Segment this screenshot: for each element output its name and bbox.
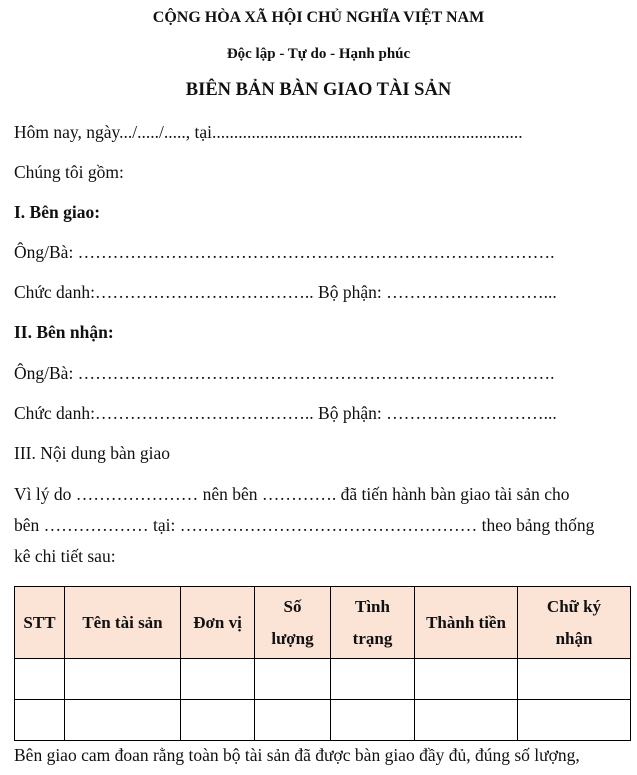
giver-heading: I. Bên giao:: [14, 202, 101, 222]
table-header-row: [15, 587, 631, 659]
content-paragraph-line-3: kê chi tiết sau:: [14, 546, 116, 566]
table-cell[interactable]: [415, 659, 518, 700]
table-cell[interactable]: [15, 659, 65, 700]
column-header-amount: Thành tiền: [415, 587, 518, 659]
table-cell[interactable]: [181, 659, 255, 700]
asset-table: [14, 586, 631, 741]
content-paragraph-line-2: bên ……………… tại: …………………………………………… theo bảng thống: [14, 515, 595, 535]
table-cell[interactable]: [331, 700, 415, 741]
table-cell[interactable]: [518, 700, 631, 741]
column-header-signature: Chữ ký nhận: [518, 587, 631, 659]
column-header-unit: Đơn vị: [181, 587, 255, 659]
table-cell[interactable]: [255, 700, 331, 741]
receiver-name-line: Ông/Bà: ……………………………………………………………………….: [14, 363, 555, 383]
table-cell[interactable]: [15, 700, 65, 741]
national-title: CỘNG HÒA XÃ HỘI CHỦ NGHĨA VIỆT NAM: [152, 9, 485, 26]
table-cell[interactable]: [415, 700, 518, 741]
column-header-stt: STT: [15, 587, 65, 659]
content-heading: III. Nội dung bàn giao: [14, 443, 171, 463]
document-title: BIÊN BẢN BÀN GIAO TÀI SẢN: [185, 80, 452, 100]
table-cell[interactable]: [331, 659, 415, 700]
receiver-heading: II. Bên nhận:: [14, 322, 114, 342]
table-cell[interactable]: [65, 700, 181, 741]
table-cell[interactable]: [518, 659, 631, 700]
table-row: [15, 700, 631, 741]
content-paragraph-line-1: Vì lý do ………………… nên bên …………. đã tiến hành bàn giao tài sản cho: [14, 484, 570, 504]
table-row: [15, 659, 631, 700]
members-line: Chúng tôi gồm:: [14, 162, 124, 182]
table-cell[interactable]: [255, 659, 331, 700]
motto: Độc lập - Tự do - Hạnh phúc: [226, 46, 411, 62]
column-header-condition: Tình trạng: [331, 587, 415, 659]
table-cell[interactable]: [65, 659, 181, 700]
date-location-line: Hôm nay, ngày.../...../....., tại.......................................................................: [14, 122, 523, 142]
giver-name-line: Ông/Bà: ……………………………………………………………………….: [14, 242, 555, 262]
commitment-line: Bên giao cam đoan rằng toàn bộ tài sản đã được bàn giao đầy đủ, đúng số lượng,: [14, 745, 580, 765]
receiver-position-line: Chức danh:……………………………….. Bộ phận: ………………………...: [14, 403, 557, 423]
column-header-asset-name: Tên tài sản: [65, 587, 181, 659]
giver-position-line: Chức danh:……………………………….. Bộ phận: ………………………...: [14, 282, 557, 302]
column-header-quantity: Số lượng: [255, 587, 331, 659]
table-cell[interactable]: [181, 700, 255, 741]
